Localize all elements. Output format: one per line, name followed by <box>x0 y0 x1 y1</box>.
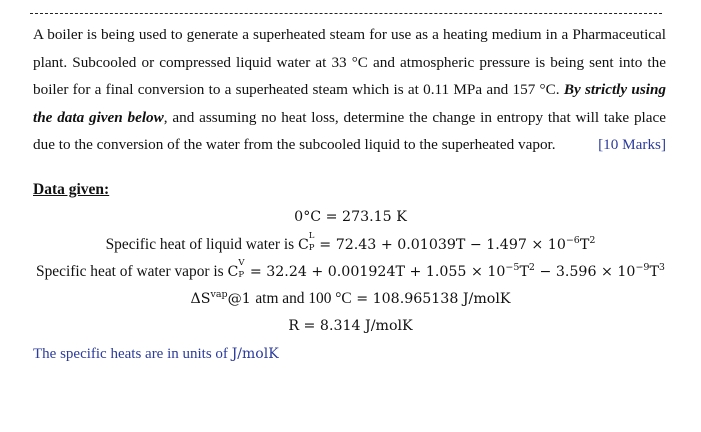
cp-liquid-exp-2: 2 <box>589 235 596 246</box>
units-note <box>33 346 279 363</box>
cp-liquid-symbol: C L P <box>297 231 315 253</box>
cp-liquid-exp-1: −6 <box>565 235 580 246</box>
cp-vapor-prefix: Specific heat of water vapor is <box>36 263 228 280</box>
cp-vapor-exp-1: −5 <box>505 262 520 273</box>
cp-liquid-prefix: Specific heat of liquid water is <box>105 236 298 253</box>
problem-text-part2: , and assuming no heat loss, determine the change in entropy that will take place due to the conversion of the water from the subcooled liquid to the superheated vapor. <box>33 108 666 154</box>
delta-s-symbol: ΔS <box>190 291 211 307</box>
cp-vapor-body-4: T <box>649 264 659 280</box>
cp-vapor-body-1: = 32.24 + 0.001924T + 1.055 × 10 <box>245 264 506 280</box>
equation-cp-liquid <box>0 231 701 254</box>
data-given-heading: Data given: <box>33 181 110 198</box>
delta-s-rest: = 108.965138 J/molK <box>351 291 511 307</box>
problem-text-part1: A boiler is being used to generate a superheated steam for use as a heating medium in a Pharmaceutical plant. Subcooled or compressed liquid water at 33 °C and atmospheric pressure is being sent into the boiler for a final conversion to a superheated steam which is at 0.11 MPa and 157 °C. <box>33 26 666 99</box>
units-note-text: The specific heats are in units of <box>33 346 232 362</box>
cp-vapor-body-3: − 3.596 × 10 <box>534 264 636 280</box>
delta-s-text: atm and 100 °C <box>255 290 352 307</box>
units-note-unit: J/molK <box>231 346 279 362</box>
delta-s-at: @1 <box>227 291 256 307</box>
equation-zero-celsius: 0°C = 273.15 K <box>294 209 407 225</box>
cp-liquid-body-1: = 72.43 + 0.01039T − 1.497 × 10 <box>314 237 566 253</box>
cp-vapor-symbol: C V P <box>227 258 245 280</box>
dashed-divider <box>30 13 662 14</box>
delta-s-sup: vap <box>210 289 228 300</box>
problem-emphasis: By strictly using the data given below <box>33 81 666 126</box>
cp-vapor-exp-2: 2 <box>528 262 535 273</box>
equation-gas-constant: R = 8.314 J/molK <box>288 318 413 334</box>
cp-vapor-exp-3: −9 <box>635 262 650 273</box>
cp-liquid-body-2: T <box>579 237 590 253</box>
marks-label: [10 Marks] <box>598 136 666 154</box>
equation-cp-vapor <box>0 258 701 281</box>
cp-vapor-body-2: T <box>519 264 529 280</box>
problem-statement <box>33 21 666 159</box>
cp-vapor-exp-4: 3 <box>658 262 665 273</box>
equation-delta-s-vap <box>0 290 701 308</box>
